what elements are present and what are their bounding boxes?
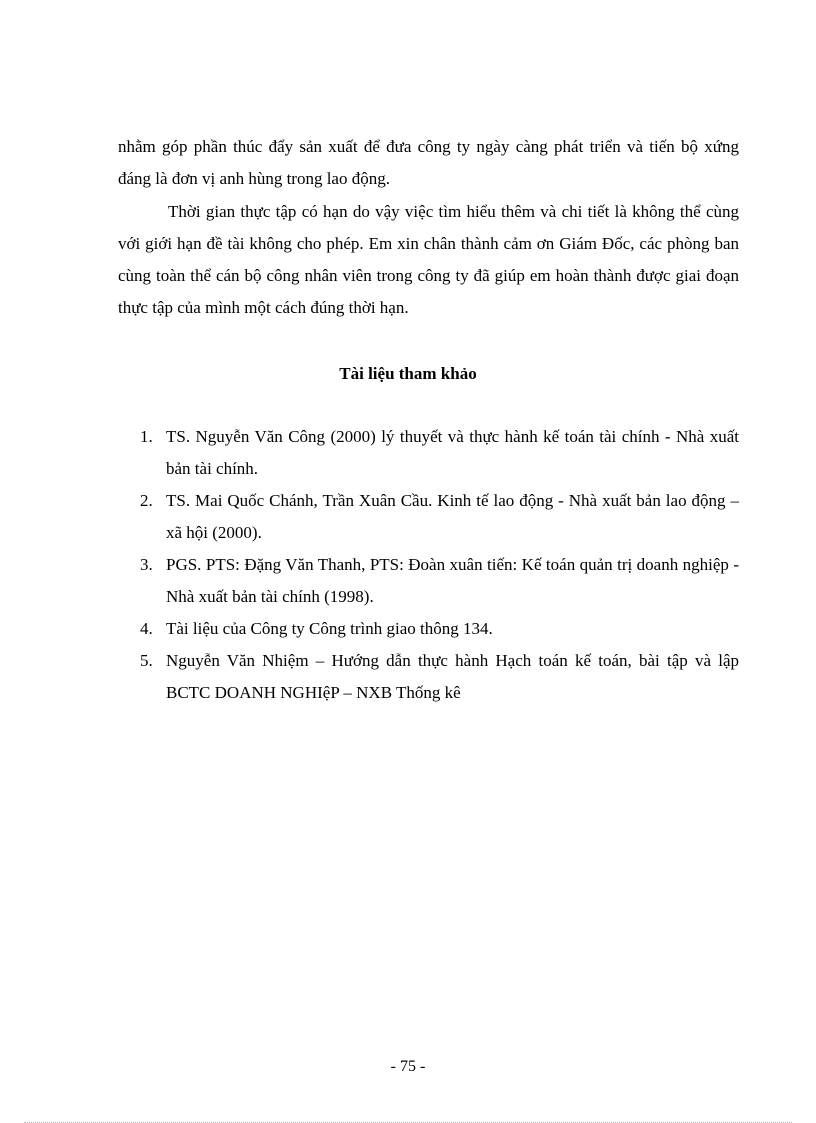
- reference-number: 4.: [140, 619, 153, 638]
- paragraph-text: nhằm góp phần thúc đẩy sản xuất để đưa công ty ngày càng phát triển và tiến bộ xứng đáng là đơn vị anh hùng trong lao động.: [118, 137, 739, 188]
- reference-number: 3.: [140, 555, 153, 574]
- reference-text: Nguyễn Văn Nhiệm – Hướng dẫn thực hành Hạch toán kế toán, bài tập và lập BCTC DOANH NGHIệP – NXB Thống kê: [166, 651, 739, 702]
- reference-text: TS. Mai Quốc Chánh, Trần Xuân Cầu. Kinh tế lao động - Nhà xuất bản lao động – xã hội (2000).: [166, 491, 739, 542]
- references-list: [140, 421, 739, 709]
- reference-text: TS. Nguyễn Văn Công (2000) lý thuyết và thực hành kế toán tài chính - Nhà xuất bản tài chính.: [166, 427, 739, 478]
- reference-item: [140, 645, 739, 709]
- reference-item: [140, 613, 739, 645]
- reference-text: Tài liệu của Công ty Công trình giao thông 134.: [166, 619, 493, 638]
- reference-item: [140, 421, 739, 485]
- reference-item: [140, 549, 739, 613]
- closing-paragraph: [118, 196, 739, 324]
- paragraph-text: Thời gian thực tập có hạn do vậy việc tìm hiểu thêm và chi tiết là không thể cùng với giới hạn đề tài không cho phép. Em xin chân thành cảm ơn Giám Đốc, các phòng ban cùng toàn thể cán bộ công nhân viên trong công ty đã giúp em hoàn thành được giai đoạn thực tập của mình một cách đúng thời hạn.: [118, 202, 739, 317]
- reference-text: PGS. PTS: Đặng Văn Thanh, PTS: Đoàn xuân tiến: Kế toán quản trị doanh nghiệp - Nhà xuất bản tài chính (1998).: [166, 555, 739, 606]
- reference-number: 2.: [140, 491, 153, 510]
- references-heading: Tài liệu tham khảo: [339, 364, 477, 383]
- continuation-paragraph: [118, 131, 739, 195]
- reference-number: 1.: [140, 427, 153, 446]
- reference-item: [140, 485, 739, 549]
- page-number: - 75 -: [390, 1058, 426, 1075]
- reference-number: 5.: [140, 651, 153, 670]
